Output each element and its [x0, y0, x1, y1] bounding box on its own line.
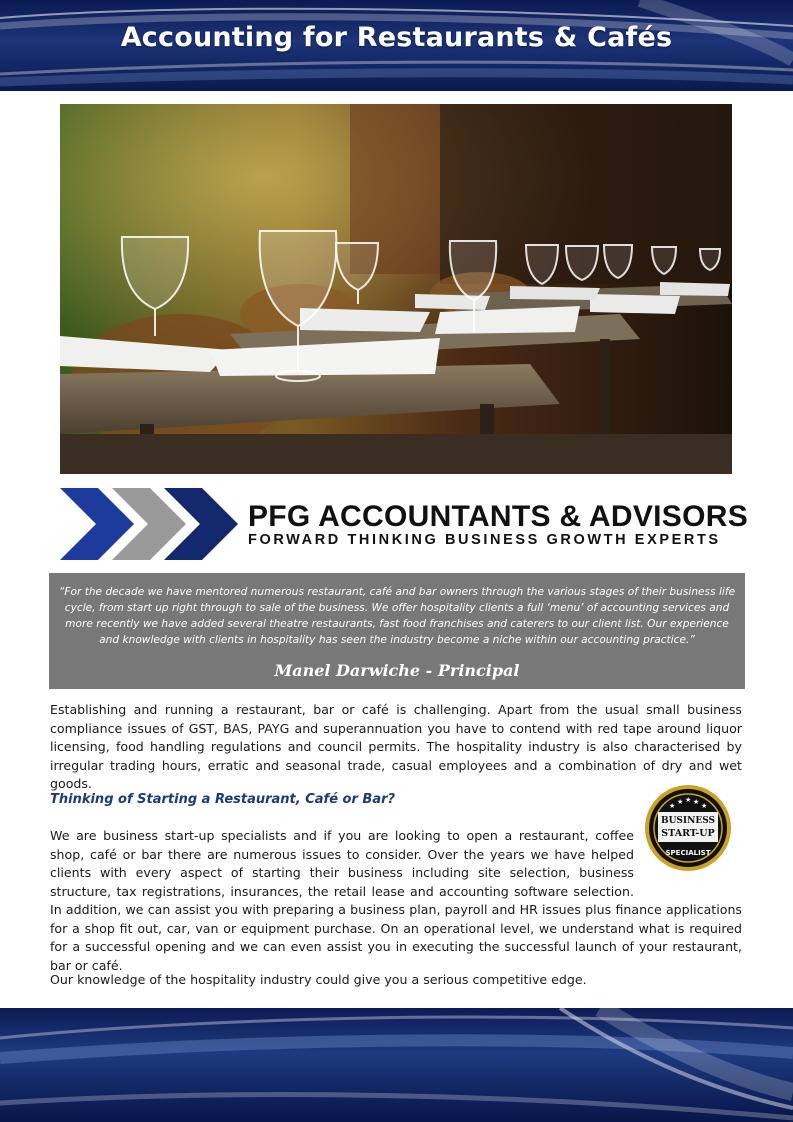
restaurant-photo: [60, 104, 732, 474]
footer-banner: [0, 1008, 793, 1122]
chevron-logo-icon: [60, 486, 245, 562]
closing-paragraph: Our knowledge of the hospitality industry could give you a serious competitive edge.: [50, 972, 587, 987]
svg-text:★: ★: [677, 798, 684, 806]
svg-text:★: ★: [685, 796, 692, 804]
startup-paragraph: [50, 827, 742, 975]
company-logo: [60, 486, 749, 562]
svg-text:★: ★: [669, 802, 676, 810]
svg-text:★: ★: [693, 798, 700, 806]
page-title: Accounting for Restaurants & Cafés: [120, 22, 673, 53]
intro-paragraph: Establishing and running a restaurant, bar or café is challenging. Apart from the usual small business compliance issues of GST, BAS, PAYG and superannuation you have to contend with red tape around liquor licensing, food handling regulations and council permits. The hospitality industry is also characterised by irregular trading hours, erratic and seasonal trade, casual employees and a combination of dry and wet goods.: [50, 702, 742, 791]
testimonial-author: Manel Darwiche - Principal: [274, 661, 520, 680]
company-tagline: FORWARD THINKING BUSINESS GROWTH EXPERTS: [248, 532, 721, 548]
startup-specialist-badge: [644, 784, 732, 872]
testimonial-quote: “For the decade we have mentored numerous restaurant, café and bar owners through the various stages of their business life cycle, from start up right through to sale of the business. We offer hospitality clients a full ‘menu’ of accounting services and more recently we have added several theatre restaurants, fast food franchises and caterers to our client list. Our experience and knowledge with clients in hospitality has seen the industry become a niche within our accounting practice.”: [58, 586, 736, 646]
header-banner: [0, 0, 793, 91]
testimonial-box: [49, 573, 745, 689]
svg-text:★: ★: [701, 802, 708, 810]
badge-line-3: SPECIALIST: [665, 849, 711, 857]
company-name: PFG ACCOUNTANTS & ADVISORS: [248, 500, 749, 533]
badge-line-1: BUSINESS: [660, 816, 716, 826]
startup-paragraph-text: We are business start-up specialists and if you are looking to open a restaurant, coffee shop, café or bar there are numerous issues to consider. Over the years we have helped clients with every aspect of starting their business including site selection, business structure, tax registrations, insurances, the retail lease and accounting software selection. In addition, we can assist you with preparing a business plan, payroll and HR issues plus finance applications for a shop fit out, car, van or equipment purchase. On an operational level, we understand what is required for a successful opening and we can even assist you in executing the successful launch of your restaurant, bar or café.: [50, 828, 742, 973]
footer-swoosh-decoration: [0, 1008, 793, 1122]
badge-line-2: START-UP: [661, 828, 715, 839]
section-heading: Thinking of Starting a Restaurant, Café or Bar?: [50, 792, 396, 807]
